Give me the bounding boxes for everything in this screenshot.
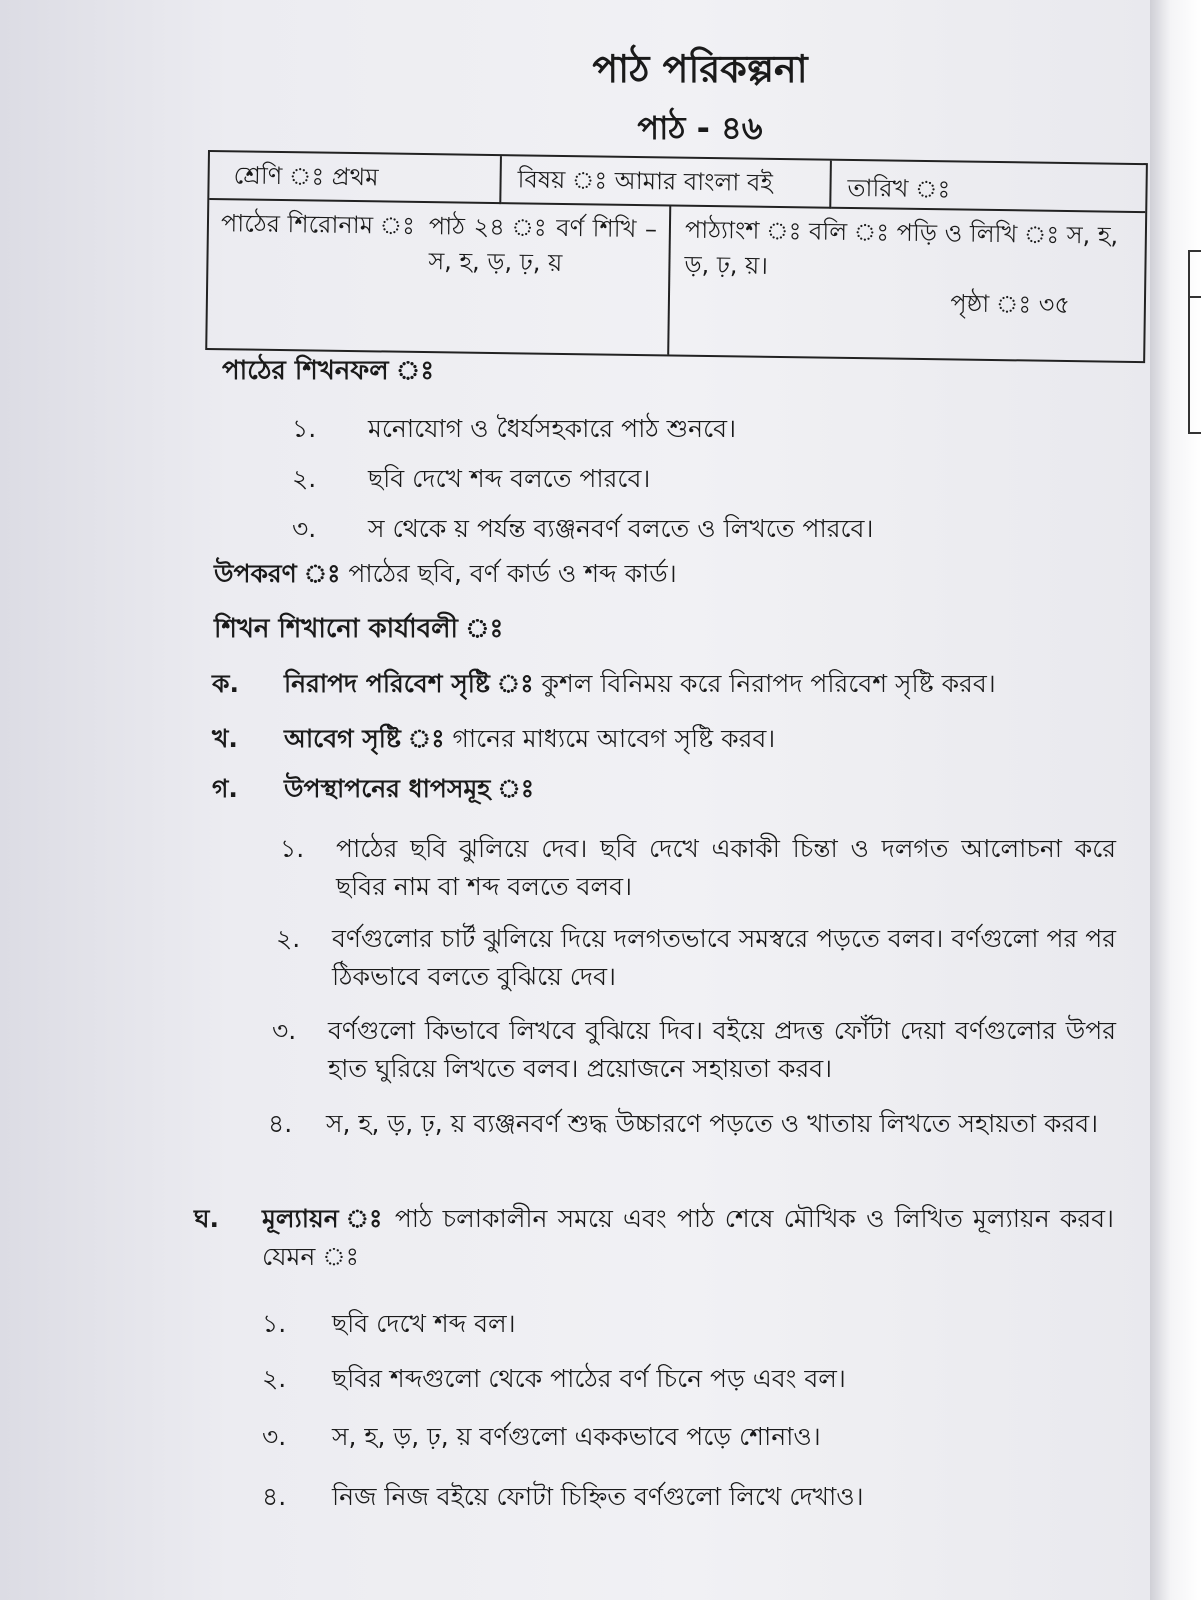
date-cell: তারিখ ঃ — [831, 161, 1146, 213]
evaluation-text: ছবি দেখে শব্দ বল। — [332, 1309, 516, 1338]
lesson-portion-cell — [669, 206, 1145, 361]
outcome-text: ছবি দেখে শব্দ বলতে পারবে। — [368, 464, 651, 493]
evaluation-text: স, হ, ড়, ঢ়, য় বর্ণগুলো এককভাবে পড়ে শোনাও। — [332, 1422, 821, 1451]
page-number: পৃষ্ঠা ঃ ৩৫ — [950, 288, 1071, 319]
activity-kha-content — [284, 720, 775, 758]
activity-marker: গ. — [212, 774, 238, 803]
activity-ka-content — [284, 665, 996, 703]
document-title: পাঠ পরিকল্পনা — [592, 47, 808, 91]
step-number: ৩. — [272, 1016, 297, 1045]
evaluation-number: ২. — [262, 1364, 287, 1393]
activity-marker: ঘ. — [194, 1204, 219, 1233]
lesson-number: পাঠ - ৪৬ — [637, 109, 763, 147]
page-edge — [1150, 0, 1201, 1600]
step-text: বর্ণগুলোর চার্ট ঝুলিয়ে দিয়ে দলগতভাবে সমস্বরে পড়তে বলব। বর্ণগুলো পর পর ঠিকভাবে বলতে বুঝিয়ে দেব। — [332, 924, 1116, 991]
activity-marker: খ. — [212, 724, 238, 753]
evaluation-number: ১. — [262, 1309, 287, 1338]
outcome-number: ৩. — [292, 514, 317, 543]
activity-ka-text: কুশল বিনিময় করে নিরাপদ পরিবেশ সৃষ্টি করব। — [541, 669, 996, 698]
lesson-heading-label: পাঠের শিরোনাম ঃ — [220, 209, 416, 240]
subject-cell: বিষয় ঃ আমার বাংলা বই — [501, 156, 832, 209]
outcome-number: ১. — [292, 414, 317, 443]
portion-label: পাঠ্যাংশ ঃ — [684, 215, 802, 246]
materials-label: উপকরণ ঃ — [214, 559, 341, 588]
evaluation-text: ছবির শব্দগুলো থেকে পাঠের বর্ণ চিনে পড় এবং বল। — [332, 1364, 846, 1393]
evaluation-number: ৩. — [262, 1422, 287, 1451]
adjacent-page-table-fragment — [1188, 250, 1201, 434]
step-text: স, হ, ড়, ঢ়, য় ব্যঞ্জনবর্ণ শুদ্ধ উচ্চারণে পড়তে ও খাতায় লিখতে সহায়তা করব। — [326, 1109, 1099, 1138]
outcome-number: ২. — [292, 464, 317, 493]
step-text: বর্ণগুলো কিভাবে লিখবে বুঝিয়ে দিব। বইয়ে প্রদত্ত ফোঁটা দেয়া বর্ণগুলোর উপর হাত ঘুরিয়ে লিখতে বলব। প্রয়োজনে সহায়তা করব। — [328, 1016, 1116, 1083]
activity-marker: ক. — [212, 669, 239, 698]
portion-value: বলি ঃ পড়ি ও লিখি ঃ স, হ, ড়, ঢ়, য়। — [684, 217, 1119, 280]
activity-ka-label: নিরাপদ পরিবেশ সৃষ্টি ঃ — [284, 669, 534, 698]
lesson-heading-value: পাঠ ২৪ ঃ বর্ণ শিখি – স, হ, ড়, ঢ়, য় — [428, 212, 658, 277]
outcomes-heading: পাঠের শিখনফল ঃ — [222, 356, 435, 386]
activity-gha-content — [262, 1200, 1114, 1275]
step-number: ২. — [276, 924, 301, 953]
lesson-info-table — [205, 150, 1148, 363]
activities-heading: শিখন শিখানো কার্যাবলী ঃ — [214, 614, 504, 644]
activity-kha-text: গানের মাধ্যমে আবেগ সৃষ্টি করব। — [452, 724, 776, 753]
evaluation-text: নিজ নিজ বইয়ে ফোটা চিহ্নিত বর্ণগুলো লিখে দেখাও। — [332, 1482, 864, 1511]
materials-line — [214, 555, 1114, 593]
step-number: ৪. — [268, 1109, 293, 1138]
materials-text: পাঠের ছবি, বর্ণ কার্ড ও শব্দ কার্ড। — [348, 559, 677, 588]
evaluation-number: ৪. — [262, 1482, 287, 1511]
lesson-heading-cell — [207, 200, 671, 354]
activity-gha-label: মূল্যায়ন ঃ — [262, 1204, 385, 1233]
step-text: পাঠের ছবি ঝুলিয়ে দেব। ছবি দেখে একাকী চিন্তা ও দলগত আলোচনা করে ছবির নাম বা শব্দ বলতে বলব। — [336, 834, 1116, 901]
outcome-text: মনোযোগ ও ধৈর্যসহকারে পাঠ শুনবে। — [368, 414, 737, 443]
activity-ga-label: উপস্থাপনের ধাপসমূহ ঃ — [284, 774, 535, 803]
outcome-text: স থেকে য় পর্যন্ত ব্যঞ্জনবর্ণ বলতে ও লিখতে পারবে। — [368, 514, 874, 543]
class-cell: শ্রেণি ঃ প্রথম — [209, 152, 502, 204]
activity-gha-text: পাঠ চলাকালীন সময়ে এবং পাঠ শেষে মৌখিক ও লিখিত মূল্যায়ন করব। যেমন ঃ — [262, 1204, 1114, 1271]
step-number: ১. — [280, 834, 305, 863]
activity-kha-label: আবেগ সৃষ্টি ঃ — [284, 724, 445, 753]
